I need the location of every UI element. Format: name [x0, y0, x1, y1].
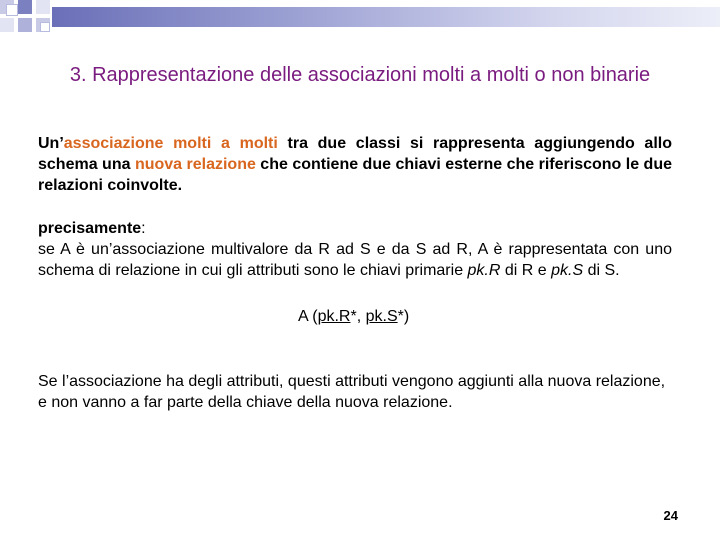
- formula-key-r: pk.R: [317, 308, 351, 325]
- intro-highlight-relazione: nuova relazione: [134, 156, 256, 173]
- intro-paragraph: [38, 133, 672, 196]
- formula-close: ): [403, 308, 410, 325]
- precise-label: precisamente: [38, 220, 142, 237]
- formula-key-s: pk.S: [365, 308, 398, 325]
- decor-square: [6, 4, 18, 16]
- precise-text: di R e: [500, 262, 552, 279]
- decor-square: [40, 22, 50, 32]
- header-gradient-bar: [52, 7, 720, 27]
- formula-star: *: [397, 308, 404, 325]
- primary-key-s: pk.S: [551, 262, 584, 279]
- precise-paragraph: [38, 218, 672, 281]
- intro-text: Un’: [38, 135, 64, 152]
- slide-title: 3. Rappresentazione delle associazioni molti a molti o non binarie: [69, 64, 651, 86]
- intro-text: tra due classi si rappresenta aggiungendo allo schema una: [38, 135, 672, 173]
- decor-square: [36, 0, 50, 14]
- decor-square: [18, 18, 32, 32]
- precise-colon: :: [141, 220, 146, 237]
- formula-separator: ,: [356, 308, 366, 325]
- precise-text: di S.: [583, 262, 620, 279]
- intro-highlight-associazione: associazione molti a molti: [63, 135, 278, 152]
- decor-square: [0, 18, 14, 32]
- decor-square: [18, 0, 32, 14]
- page-number: 24: [663, 508, 678, 523]
- attributes-note: Se l’associazione ha degli attributi, questi attributi vengono aggiunti alla nuova relazione, e non vanno a far parte della chiave della nuova relazione.: [38, 373, 666, 411]
- primary-key-r: pk.R: [467, 262, 501, 279]
- formula-star: *: [350, 308, 357, 325]
- formula-open: A (: [298, 308, 318, 325]
- precise-text: se A è un’associazione multivalore da R ad S e da S ad R, A è rappresentata con uno schema di relazione in cui gli attributi sono le chiavi primarie: [38, 241, 672, 279]
- intro-text: che contiene due chiavi esterne che riferiscono le due relazioni coinvolte.: [38, 156, 672, 194]
- header-decoration: [0, 0, 720, 40]
